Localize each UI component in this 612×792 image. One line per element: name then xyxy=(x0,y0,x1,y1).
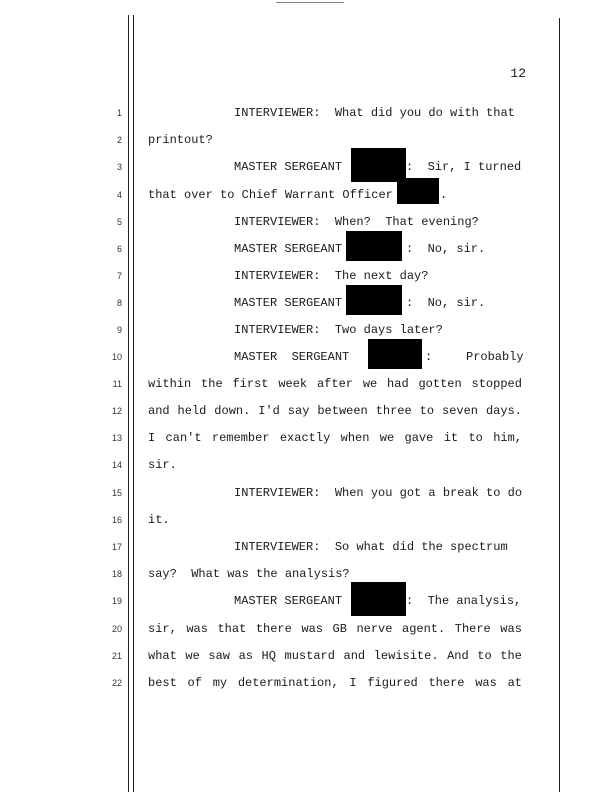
word: week xyxy=(278,377,308,391)
word: And xyxy=(447,649,469,663)
line-15-text: INTERVIEWER: When you got a break to do xyxy=(234,486,523,500)
word: we xyxy=(362,377,378,391)
word: seven xyxy=(442,404,479,418)
word: him, xyxy=(493,431,522,445)
line-6-text: : No, sir. xyxy=(406,242,486,256)
left-margin-rule-outer xyxy=(128,15,129,792)
word: lewisite. xyxy=(373,649,439,663)
word: and xyxy=(343,649,366,663)
word: HQ xyxy=(261,649,276,663)
right-margin-rule xyxy=(559,18,560,792)
word: the xyxy=(500,649,522,663)
word: there xyxy=(428,676,465,690)
line-8-speaker: MASTER SERGEANT xyxy=(234,296,343,310)
page-number: 12 xyxy=(510,66,526,81)
word: three xyxy=(375,404,412,418)
line-2-text: printout? xyxy=(148,133,213,147)
line-20-text xyxy=(148,622,522,636)
redaction-box xyxy=(397,178,439,204)
word: agent. xyxy=(402,622,446,636)
word: figured xyxy=(367,676,418,690)
word: exactly xyxy=(279,431,331,445)
word: the xyxy=(201,377,223,391)
line-6-speaker: MASTER SERGEANT xyxy=(234,242,343,256)
word: first xyxy=(232,377,269,391)
word: of xyxy=(187,676,202,690)
word: when xyxy=(340,431,370,445)
redaction-box xyxy=(368,339,422,369)
line-1-text: INTERVIEWER: What did you do with that xyxy=(234,106,515,120)
line-number: 16 xyxy=(111,515,122,525)
word: to xyxy=(468,431,483,445)
word: that xyxy=(217,622,247,636)
line-11-text xyxy=(148,377,522,391)
line-4-end: . xyxy=(440,188,448,202)
line-number: 17 xyxy=(111,542,122,552)
line-10-text: Probably xyxy=(466,350,524,364)
word: as xyxy=(238,649,253,663)
word: down. xyxy=(214,404,251,418)
line-16-text: it. xyxy=(148,513,170,527)
word: say xyxy=(287,404,310,418)
line-number: 1 xyxy=(116,108,122,118)
word: had xyxy=(387,377,409,391)
word: held xyxy=(177,404,207,418)
word: to xyxy=(477,649,492,663)
line-number: 18 xyxy=(111,569,122,579)
word: we xyxy=(379,431,395,445)
word: days. xyxy=(485,404,522,418)
word: There xyxy=(454,622,491,636)
line-number: 7 xyxy=(116,271,122,281)
line-7-text: INTERVIEWER: The next day? xyxy=(234,269,429,283)
word: was xyxy=(186,622,208,636)
line-number: 19 xyxy=(111,596,122,606)
line-14-text: sir. xyxy=(148,458,177,472)
word: and xyxy=(148,404,170,418)
line-21-text xyxy=(148,649,522,663)
word: GB xyxy=(332,622,347,636)
word: what xyxy=(148,649,177,663)
line-number: 6 xyxy=(116,244,122,254)
word: nerve xyxy=(356,622,393,636)
line-number: 11 xyxy=(112,379,122,389)
left-margin-rule-inner xyxy=(133,15,134,792)
redaction-box xyxy=(346,231,402,261)
word: it xyxy=(443,431,459,445)
line-10-speaker: MASTER SERGEANT xyxy=(234,350,350,364)
word: I'd xyxy=(258,404,280,418)
word: remember xyxy=(211,431,270,445)
redaction-box xyxy=(346,285,402,315)
word: I xyxy=(148,431,156,445)
line-3-text: : Sir, I turned xyxy=(406,160,522,174)
word: I xyxy=(349,676,357,690)
word: gotten xyxy=(418,377,462,391)
word: can't xyxy=(165,431,202,445)
line-12-text xyxy=(148,404,522,418)
word: to xyxy=(419,404,435,418)
line-17-text: INTERVIEWER: So what did the spectrum xyxy=(234,540,508,554)
line-number: 14 xyxy=(111,460,122,470)
word: between xyxy=(317,404,368,418)
word: after xyxy=(316,377,353,391)
line-number: 21 xyxy=(111,651,122,661)
line-number: 5 xyxy=(116,217,122,227)
word: determination, xyxy=(237,676,339,690)
line-10-colon: : xyxy=(425,350,433,364)
word: within xyxy=(148,377,192,391)
line-number: 2 xyxy=(116,135,122,145)
word: stopped xyxy=(471,377,522,391)
line-number: 12 xyxy=(111,406,122,416)
redaction-box xyxy=(351,582,406,616)
line-3-speaker: MASTER SERGEANT xyxy=(234,160,343,174)
word: was xyxy=(500,622,522,636)
word: was xyxy=(475,676,497,690)
word: saw xyxy=(208,649,230,663)
line-number: 10 xyxy=(111,352,122,362)
line-number: 4 xyxy=(116,190,122,200)
line-19-speaker: MASTER SERGEANT xyxy=(234,594,343,608)
line-22-text xyxy=(148,676,522,690)
line-number: 3 xyxy=(116,162,122,172)
word: my xyxy=(212,676,228,690)
redaction-box xyxy=(351,148,406,182)
line-number: 22 xyxy=(111,678,122,688)
line-number: 13 xyxy=(111,433,122,443)
line-8-text: : No, sir. xyxy=(406,296,486,310)
line-9-text: INTERVIEWER: Two days later? xyxy=(234,323,443,337)
line-18-text: say? What was the analysis? xyxy=(148,567,350,581)
word: at xyxy=(507,676,522,690)
line-number: 15 xyxy=(111,488,122,498)
word: we xyxy=(185,649,200,663)
word: mustard xyxy=(284,649,335,663)
line-4-text: that over to Chief Warrant Officer xyxy=(148,188,393,202)
line-13-text xyxy=(148,431,522,445)
word: best xyxy=(148,676,177,690)
line-5-text: INTERVIEWER: When? That evening? xyxy=(234,215,479,229)
word: sir, xyxy=(148,622,177,636)
top-edge-mark xyxy=(276,2,344,3)
word: gave xyxy=(404,431,434,445)
line-number: 8 xyxy=(116,298,122,308)
line-number: 9 xyxy=(116,325,122,335)
word: there xyxy=(255,622,292,636)
word: was xyxy=(301,622,323,636)
line-number: 20 xyxy=(111,624,122,634)
line-19-text: : The analysis, xyxy=(406,594,522,608)
